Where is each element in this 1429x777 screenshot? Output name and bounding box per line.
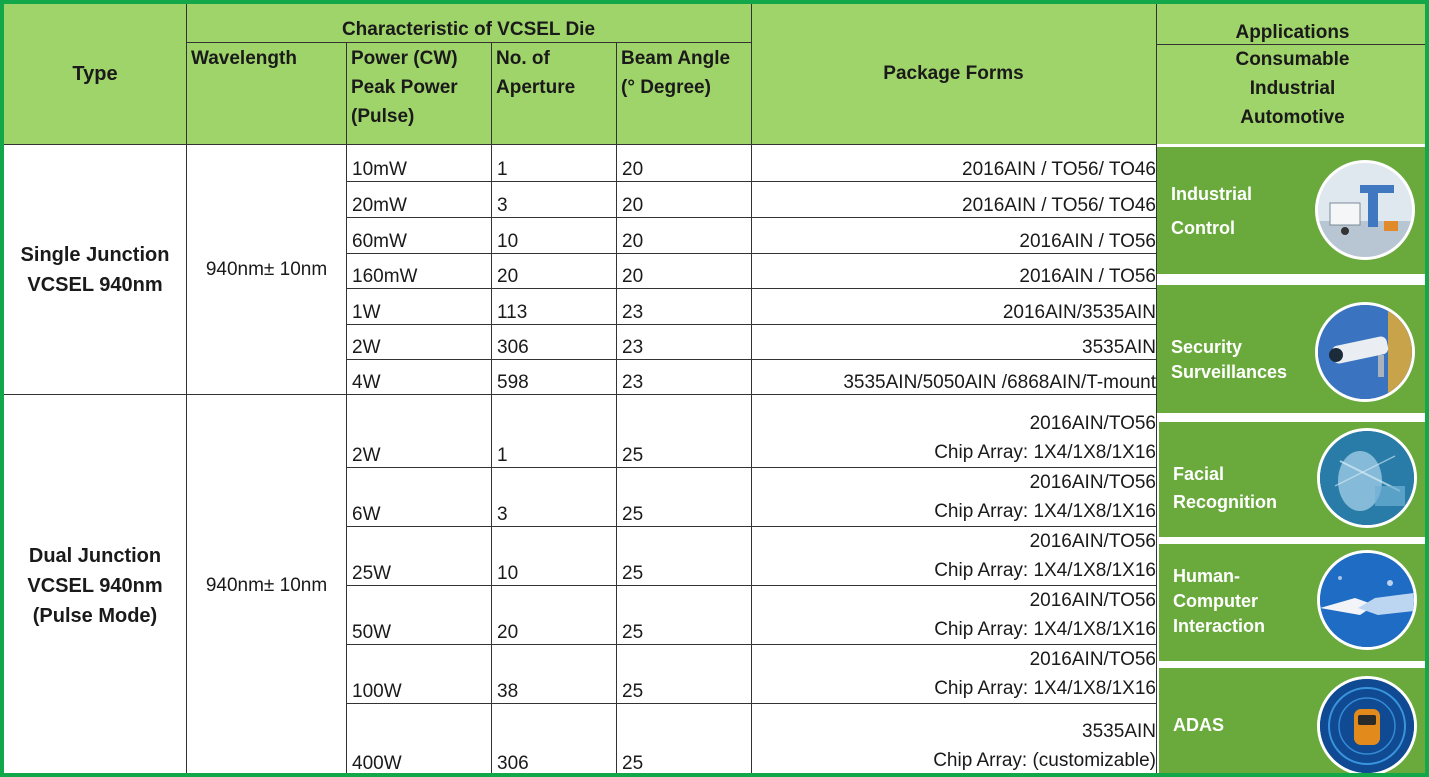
app-tile-facial-recognition [1159, 422, 1427, 537]
app-label [1173, 564, 1265, 639]
header-wavelength-label: Wavelength [191, 48, 297, 69]
car-sensor-icon [1317, 676, 1417, 776]
power-value: 10mW [352, 159, 407, 180]
face-scan-icon [1317, 428, 1417, 528]
app-label [1171, 182, 1252, 241]
table-row-aperture [491, 395, 616, 467]
power-value: 60mW [352, 231, 407, 252]
table-row-beam [616, 359, 751, 394]
table-row-beam [616, 217, 751, 253]
app-label-line: Computer [1173, 591, 1258, 611]
power-value: 4W [352, 372, 381, 393]
table-row-package [751, 395, 1156, 467]
table-row-power [346, 703, 491, 775]
package-value: 2016AIN/TO56 [1029, 590, 1156, 611]
package-array-value: Chip Array: 1X4/1X8/1X16 [934, 442, 1156, 463]
header-power-line3: (Pulse) [351, 106, 415, 127]
package-value: 2016AIN/TO56 [1029, 531, 1156, 552]
wavelength-single-value: 940nm± 10nm [205, 258, 328, 280]
app-label-line: Surveillances [1171, 362, 1288, 382]
type-single-line2: VCSEL 940nm [27, 273, 163, 296]
aperture-value: 598 [497, 372, 529, 393]
wavelength-cell-dual [187, 395, 346, 777]
power-value: 100W [352, 681, 402, 702]
table-row-beam [616, 585, 751, 644]
app-label-line: Security [1171, 337, 1243, 357]
power-value: 2W [352, 337, 381, 358]
table-row-package [751, 217, 1156, 253]
type-dual-line2: VCSEL 940nm [27, 575, 163, 597]
header-beam-line2: (° Degree) [621, 77, 711, 98]
aperture-value: 306 [497, 753, 529, 774]
table-row-package [751, 703, 1156, 775]
package-value: 2016AIN / TO56/ TO46 [962, 159, 1156, 180]
header-package-label: Package Forms [883, 63, 1024, 84]
header-aperture [491, 42, 616, 144]
header-app-line2: Industrial [1249, 78, 1336, 99]
table-row-aperture [491, 217, 616, 253]
table-row-package [751, 181, 1156, 217]
header-rule-top-char [186, 42, 751, 43]
table-row-package [751, 526, 1156, 585]
table-row-beam [616, 526, 751, 585]
table-row-power [346, 467, 491, 526]
table-row-power [346, 324, 491, 359]
header-beam-line1: Beam Angle [621, 48, 731, 69]
package-value: 3535AIN [1082, 337, 1156, 358]
header-vrule-2 [346, 42, 347, 144]
table-row-beam [616, 253, 751, 288]
package-value: 3535AIN/5050AIN /6868AIN/T-mount [843, 372, 1156, 393]
header-power-line1: Power (CW) [351, 48, 458, 69]
app-label [1173, 462, 1277, 515]
table-row-package [751, 324, 1156, 359]
table-row-aperture [491, 359, 616, 394]
table-row-aperture [491, 288, 616, 324]
power-value: 20mW [352, 195, 407, 216]
app-label-line: Human- [1173, 566, 1240, 586]
body-vrule-2 [346, 144, 347, 777]
power-value: 1W [352, 302, 381, 323]
table-row-aperture [491, 145, 616, 181]
power-value: 400W [352, 753, 402, 774]
aperture-value: 1 [497, 445, 508, 466]
app-label-line: Control [1171, 218, 1235, 238]
table-row-power [346, 253, 491, 288]
aperture-value: 20 [497, 266, 519, 287]
aperture-value: 38 [497, 681, 519, 702]
aperture-value: 10 [497, 231, 519, 252]
package-value: 3535AIN [1082, 721, 1156, 742]
body-vrule-3 [491, 144, 492, 777]
package-array-value: Chip Array: 1X4/1X8/1X16 [934, 619, 1156, 640]
table-row-aperture [491, 467, 616, 526]
app-label [1173, 713, 1224, 738]
header-power [346, 42, 491, 144]
app-label-line: Industrial [1171, 184, 1253, 204]
package-value: 2016AIN / TO56 [1019, 266, 1156, 287]
table-row-beam [616, 644, 751, 703]
header-characteristic-label: Characteristic of VCSEL Die [341, 19, 596, 40]
table-row-power [346, 395, 491, 467]
table-row-power [346, 288, 491, 324]
table-row-power [346, 217, 491, 253]
header-rule-top-app [1156, 44, 1429, 45]
table-row-aperture [491, 253, 616, 288]
package-value: 2016AIN/TO56 [1029, 649, 1156, 670]
header-vrule-1 [186, 4, 187, 144]
beam-value: 20 [622, 159, 644, 180]
table-row-aperture [491, 181, 616, 217]
power-value: 6W [352, 504, 381, 525]
table-row-beam [616, 467, 751, 526]
header-power-line2: Peak Power [351, 77, 458, 98]
table-row-aperture [491, 703, 616, 775]
header-vrule-3 [491, 42, 492, 144]
table-row-power [346, 644, 491, 703]
wavelength-cell-single [187, 145, 346, 394]
package-array-value: Chip Array: 1X4/1X8/1X16 [934, 501, 1156, 522]
table-row-beam [616, 324, 751, 359]
table-row-beam [616, 703, 751, 775]
app-tile-hci [1159, 544, 1427, 661]
header-type-label: Type [72, 62, 118, 85]
header-wavelength [186, 42, 346, 144]
beam-value: 25 [622, 445, 644, 466]
app-label-line: ADAS [1173, 715, 1225, 735]
beam-value: 23 [622, 337, 644, 358]
table-row-package [751, 585, 1156, 644]
table-row-aperture [491, 644, 616, 703]
table-row-package [751, 145, 1156, 181]
beam-value: 25 [622, 622, 644, 643]
package-value: 2016AIN/TO56 [1029, 472, 1156, 493]
type-cell-single [4, 145, 186, 394]
beam-value: 23 [622, 372, 644, 393]
header-characteristic [186, 4, 751, 42]
package-value: 2016AIN/3535AIN [1002, 302, 1156, 323]
header-aperture-line2: Aperture [496, 77, 576, 98]
header-vrule-6 [1156, 4, 1157, 144]
package-value: 2016AIN/TO56 [1029, 413, 1156, 434]
package-array-value: Chip Array: 1X4/1X8/1X16 [934, 678, 1156, 699]
package-array-value: Chip Array: (customizable) [933, 750, 1156, 771]
table-row-package [751, 288, 1156, 324]
header-applications [1156, 4, 1429, 44]
table-row-power [346, 145, 491, 181]
app-tile-industrial-control [1157, 147, 1427, 274]
header-vrule-5 [751, 4, 752, 144]
aperture-value: 10 [497, 563, 519, 584]
security-camera-icon [1315, 302, 1415, 402]
power-value: 50W [352, 622, 392, 643]
header-package [751, 4, 1156, 144]
table-row-power [346, 526, 491, 585]
table-row-beam [616, 181, 751, 217]
aperture-value: 3 [497, 195, 508, 216]
body-vrule-1 [186, 144, 187, 777]
app-tile-security [1157, 285, 1427, 413]
type-cell-dual [4, 395, 186, 777]
table-row-package [751, 359, 1156, 394]
app-label-line: Recognition [1173, 492, 1277, 512]
header-vrule-4 [616, 42, 617, 144]
table-row-aperture [491, 324, 616, 359]
header-applications-label: Applications [1235, 22, 1350, 43]
beam-value: 20 [622, 231, 644, 252]
wavelength-dual-value: 940nm± 10nm [205, 575, 328, 596]
header-app-line3: Automotive [1240, 107, 1345, 128]
aperture-value: 3 [497, 504, 508, 525]
beam-value: 20 [622, 195, 644, 216]
table-row-aperture [491, 526, 616, 585]
header-app-categories [1156, 44, 1429, 144]
table-row-package [751, 467, 1156, 526]
package-value: 2016AIN / TO56/ TO46 [962, 195, 1156, 216]
header-type [4, 4, 186, 144]
body-vrule-5 [751, 144, 752, 777]
power-value: 160mW [352, 266, 418, 287]
aperture-value: 306 [497, 337, 529, 358]
app-label-line: Interaction [1173, 616, 1266, 636]
power-value: 2W [352, 445, 381, 466]
body-vrule-4 [616, 144, 617, 777]
handshake-icon [1317, 550, 1417, 650]
header-app-line1: Consumable [1235, 49, 1350, 70]
header-aperture-line1: No. of [496, 48, 550, 69]
aperture-value: 113 [497, 302, 528, 323]
beam-value: 25 [622, 504, 644, 525]
type-dual-line3: (Pulse Mode) [32, 605, 158, 627]
header-beam [616, 42, 751, 144]
app-tile-adas [1159, 668, 1427, 777]
table-row-beam [616, 395, 751, 467]
beam-value: 25 [622, 753, 644, 774]
table-row-power [346, 181, 491, 217]
table-row-aperture [491, 585, 616, 644]
type-single-line1: Single Junction [20, 243, 170, 266]
table-row-package [751, 644, 1156, 703]
app-label-line: Facial [1173, 464, 1225, 484]
package-value: 2016AIN / TO56 [1019, 231, 1156, 252]
table-row-power [346, 585, 491, 644]
table-row-beam [616, 288, 751, 324]
beam-value: 23 [622, 302, 644, 323]
aperture-value: 1 [497, 159, 508, 180]
type-dual-line1: Dual Junction [28, 545, 162, 567]
aperture-value: 20 [497, 622, 519, 643]
table-row-beam [616, 145, 751, 181]
beam-value: 25 [622, 563, 644, 584]
table-row-power [346, 359, 491, 394]
industrial-robot-icon [1315, 160, 1415, 260]
beam-value: 20 [622, 266, 644, 287]
beam-value: 25 [622, 681, 644, 702]
app-label [1171, 335, 1287, 385]
table-row-package [751, 253, 1156, 288]
power-value: 25W [352, 563, 392, 584]
package-array-value: Chip Array: 1X4/1X8/1X16 [934, 560, 1156, 581]
